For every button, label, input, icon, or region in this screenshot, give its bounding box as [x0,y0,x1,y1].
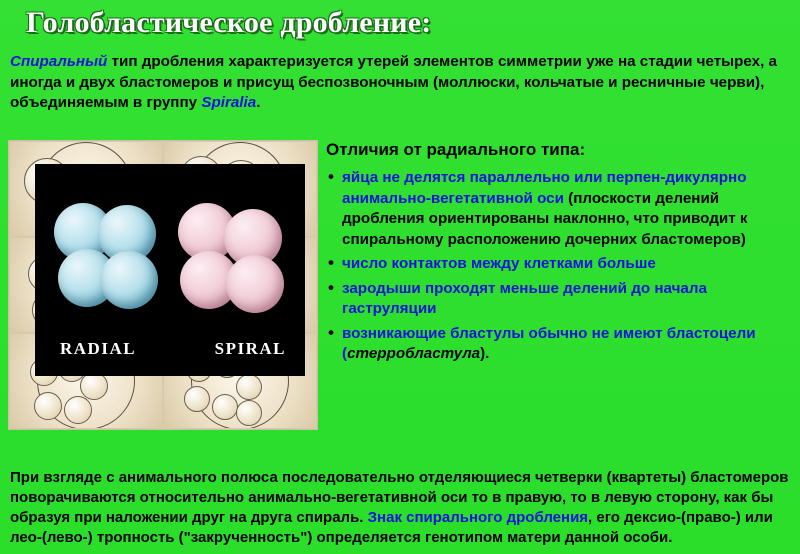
bottom-text-2: , его дексио-(право-) или лео-(лево-) тропность ("закрученность") определяется генотипом матери данной особи. [10,509,773,546]
list-item [326,324,794,365]
bullet-text-italic: стерробластула [347,345,481,362]
bottom-paragraph [10,468,790,548]
intro-text-2: . [256,94,261,111]
bottom-text-highlight: Знак спирального дробления [367,509,589,526]
differences-heading: Отличия от радиального типа: [326,140,586,159]
bullet-text-blue: зародыши проходят меньше делений до начала гаструляции [342,279,707,317]
intro-paragraph [10,52,790,114]
spiral-blastomeres [178,203,288,315]
list-item [326,254,794,275]
differences-column [326,140,794,369]
bullet-text-blue: число контактов между клетками больше [342,255,656,272]
photo-label-spiral: SPIRAL [214,339,286,358]
intro-text-1: тип дробления характеризуется утерей элементов симметрии уже на стадии четырех, а иногда и двух бластомеров и присущ беспозвоночным (моллюски, кольчатые и ресничные черви), объединяемым в группу [10,53,777,111]
photo-panel-radial-spiral [36,165,304,375]
photo-label-radial: RADIAL [60,339,137,358]
bullet-text-black: ). [480,345,490,362]
bottom-text-1: При взгляде с анимального полюса последовательно отделяющиеся четверки (квартеты) бластомеров поворачиваются относительно анимально-вегетативной оси то в правую, то в левую сторону, как бы образуя при наложении друг на друга спираль. [10,469,789,526]
intro-keyword: Спиральный [10,53,108,70]
bullet-text-blue: возникающие бластулы обычно не имеют бластоцели ( [342,324,756,362]
intro-spiralia: Spiralia [201,94,257,111]
figure-cleavage [8,140,318,430]
list-item [326,279,794,320]
bullet-text-black: (плоскости делений дробления ориентированы наклонно, что приводит к спиральному расположению дочерних бластомеров) [342,189,748,248]
radial-blastomeres [54,203,164,315]
page-title: Голобластическое дробление: [26,6,432,39]
list-item [326,168,794,250]
bullet-text-blue: яйца не делятся параллельно или перпен-дикулярно анимально-вегетативной оси [342,169,747,207]
